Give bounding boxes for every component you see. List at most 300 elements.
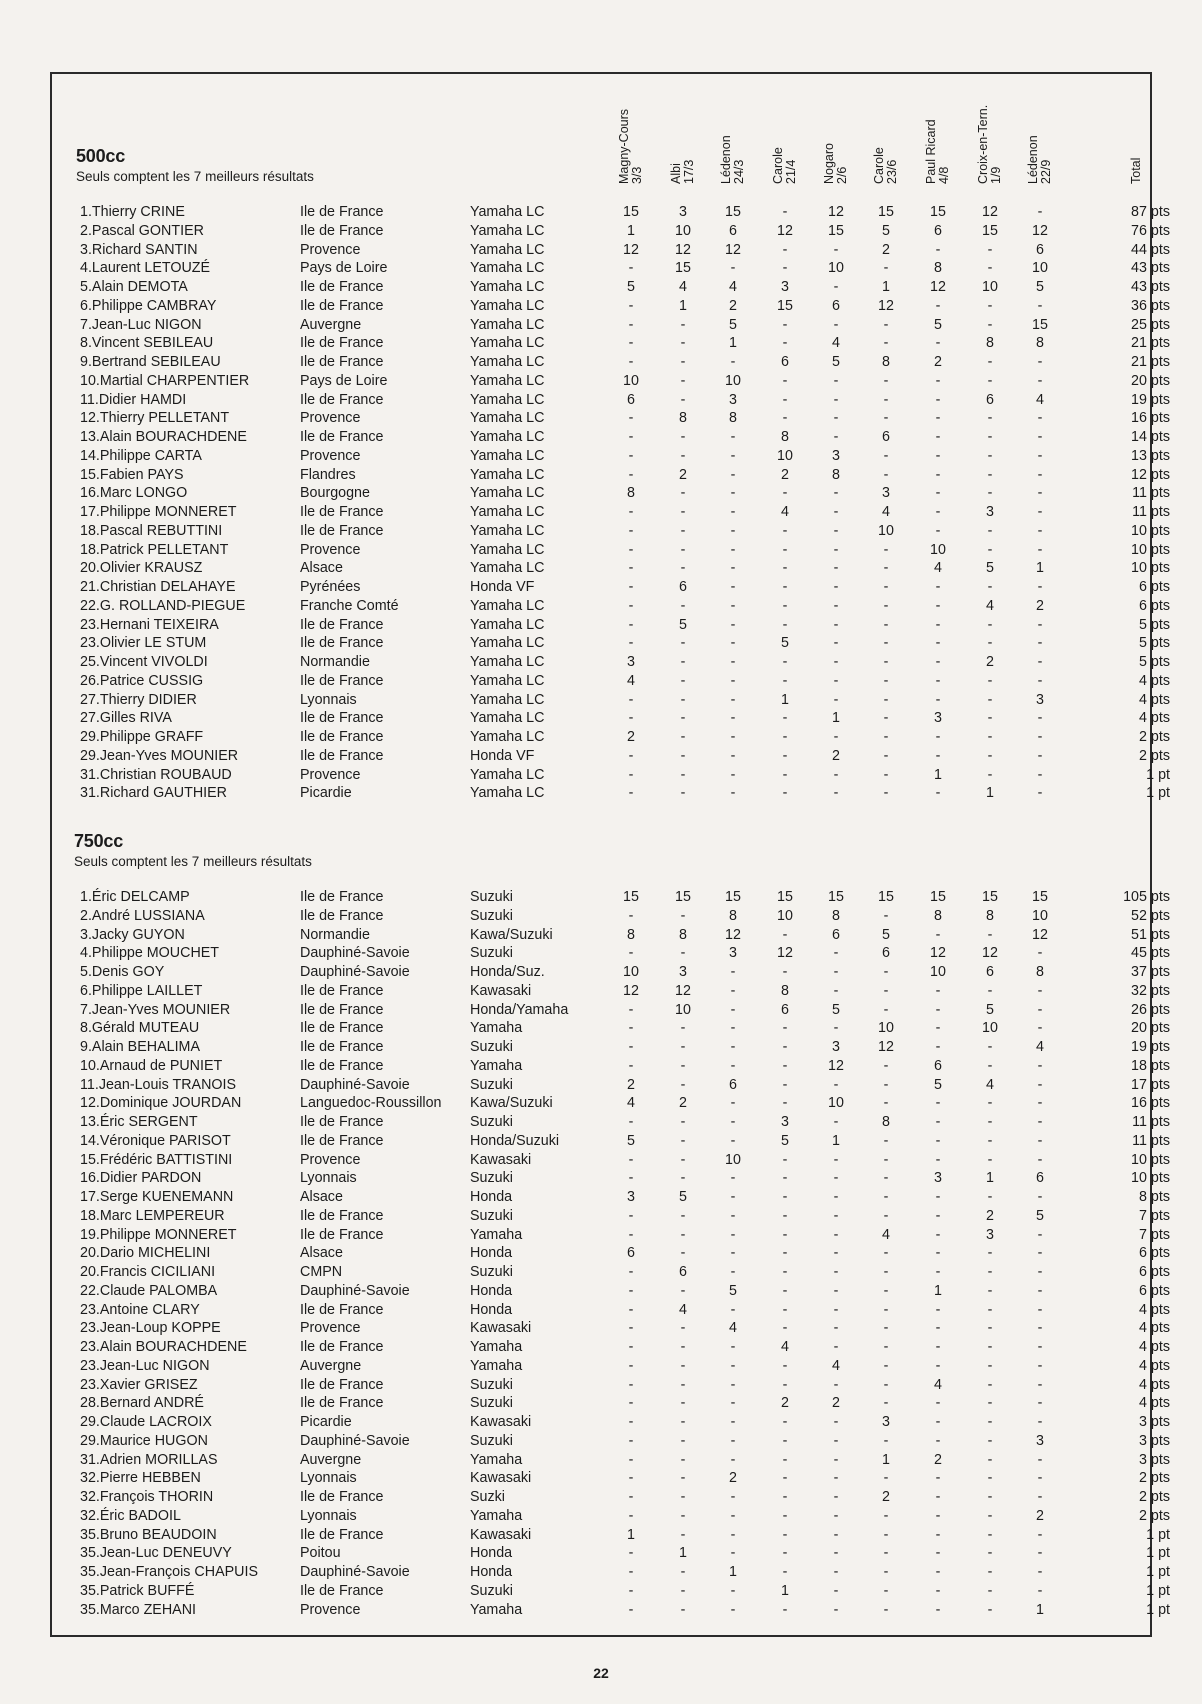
table-row — [0, 1264, 1202, 1282]
race-points: 5 — [679, 616, 687, 633]
race-points: - — [680, 1582, 686, 1599]
race-points: - — [1037, 1020, 1043, 1037]
race-points: - — [833, 279, 839, 295]
race-points: - — [987, 1264, 993, 1280]
race-points: - — [680, 1320, 686, 1337]
race-points: 8 — [832, 466, 840, 483]
race-points: - — [628, 945, 634, 962]
race-points: 8 — [986, 335, 994, 352]
rider-name: 17.Serge KUENEMANN — [80, 1189, 234, 1205]
race-points: 2 — [781, 1395, 789, 1412]
table-row — [0, 523, 1202, 541]
race-points: - — [680, 710, 686, 727]
race-points: 6 — [832, 926, 840, 943]
race-points: - — [628, 766, 634, 783]
rider-name: 11.Jean-Louis TRANOIS — [80, 1076, 237, 1093]
table-row — [0, 1527, 1202, 1545]
race-points: - — [680, 522, 686, 539]
motorcycle: Kawa/Suzuki — [470, 926, 553, 943]
race-points: 2 — [986, 654, 994, 670]
race-points: - — [1037, 1470, 1043, 1487]
table-row — [0, 1377, 1202, 1395]
race-points: - — [628, 1020, 634, 1037]
race-points: - — [935, 1564, 941, 1580]
race-points: - — [730, 616, 736, 633]
rider-name: 7.Jean-Luc NIGON — [80, 316, 202, 333]
race-points: 4 — [882, 1226, 890, 1243]
race-points: - — [1037, 1376, 1043, 1393]
race-points: - — [782, 1207, 788, 1224]
race-points: - — [987, 429, 993, 445]
race-points: - — [833, 1151, 839, 1168]
rider-region: Ile de France — [300, 672, 384, 689]
race-points: 12 — [878, 1039, 894, 1055]
total-points: 21 pts — [1131, 354, 1170, 370]
race-points: - — [782, 541, 788, 558]
rider-region: Ile de France — [300, 1395, 384, 1412]
race-points: - — [883, 541, 889, 558]
total-points: 13 pts — [1131, 447, 1170, 464]
race-points: - — [730, 691, 736, 708]
race-points: - — [833, 316, 839, 333]
table-row — [0, 467, 1202, 485]
race-points: - — [782, 241, 788, 258]
race-name: Paul Ricard — [924, 119, 938, 184]
total-points: 4 pts — [1139, 1301, 1170, 1318]
table-row — [0, 1189, 1202, 1207]
total-points: 45 pts — [1131, 945, 1170, 962]
table-row — [0, 373, 1202, 391]
race-points: - — [782, 204, 788, 220]
race-points: - — [833, 945, 839, 962]
race-points: 15 — [930, 889, 946, 905]
race-points: - — [680, 635, 686, 652]
race-points: - — [987, 1301, 993, 1318]
race-points: - — [1037, 1057, 1043, 1074]
rider-region: Ile de France — [300, 354, 384, 370]
race-points: - — [782, 1264, 788, 1280]
race-points: 4 — [729, 1320, 737, 1337]
race-points: - — [935, 1226, 941, 1243]
rider-name: 22.Claude PALOMBA — [80, 1282, 218, 1299]
race-points: - — [782, 1320, 788, 1337]
motorcycle: Yamaha LC — [470, 560, 545, 577]
race-points: - — [987, 297, 993, 314]
race-points: - — [782, 672, 788, 689]
race-points: - — [883, 1207, 889, 1224]
rider-name: 29.Claude LACROIX — [80, 1414, 212, 1430]
table-row — [0, 504, 1202, 522]
motorcycle: Yamaha — [470, 1357, 523, 1374]
race-points: - — [833, 785, 839, 802]
total-points: 6 pts — [1139, 1245, 1170, 1262]
race-points: - — [833, 579, 839, 595]
rider-region: Ile de France — [300, 297, 384, 314]
race-points: 4 — [679, 279, 687, 295]
race-points: 1 — [882, 1451, 890, 1468]
rider-region: Poitou — [300, 1545, 341, 1562]
table-row — [0, 279, 1202, 297]
race-points: - — [730, 1001, 736, 1018]
race-points: - — [730, 1395, 736, 1412]
race-date: 21/4 — [784, 159, 798, 184]
race-points: 2 — [1036, 1507, 1044, 1524]
race-points: - — [680, 1207, 686, 1224]
race-points: 2 — [882, 241, 890, 258]
race-points: - — [680, 391, 686, 408]
race-points: 15 — [623, 889, 639, 905]
rider-name: 2.Pascal GONTIER — [80, 222, 204, 239]
rider-region: Ile de France — [300, 522, 384, 539]
motorcycle: Yamaha LC — [470, 279, 545, 295]
race-points: 5 — [832, 1001, 840, 1018]
motorcycle: Honda — [470, 1564, 513, 1580]
race-points: 3 — [832, 447, 840, 464]
race-points: 15 — [777, 889, 793, 905]
race-points: 15 — [623, 204, 639, 220]
race-points: - — [730, 1226, 736, 1243]
race-points: - — [883, 964, 889, 980]
race-points: - — [1037, 1395, 1043, 1412]
race-points: - — [782, 964, 788, 980]
rider-region: Provence — [300, 1320, 361, 1337]
race-points: - — [782, 1226, 788, 1243]
race-points: - — [628, 1451, 634, 1468]
total-points: 52 pts — [1131, 907, 1170, 924]
race-points: 12 — [725, 926, 741, 943]
race-points: - — [730, 785, 736, 802]
rider-region: Lyonnais — [300, 1470, 357, 1487]
total-points: 8 pts — [1139, 1189, 1170, 1205]
total-points: 6 pts — [1139, 1282, 1170, 1299]
motorcycle: Suzuki — [470, 1432, 513, 1449]
rider-name: 9.Alain BEHALIMA — [80, 1039, 200, 1055]
rider-region: Ile de France — [300, 1057, 384, 1074]
total-points: 37 pts — [1131, 964, 1170, 980]
race-column-header — [823, 143, 849, 184]
total-column-header: Total — [1129, 157, 1143, 184]
race-points: - — [628, 1564, 634, 1580]
race-points: 12 — [828, 204, 844, 220]
table-row — [0, 1452, 1202, 1470]
race-points: 3 — [986, 1226, 994, 1243]
race-points: - — [680, 1357, 686, 1374]
table-row — [0, 1339, 1202, 1357]
rider-region: Dauphiné-Savoie — [300, 964, 410, 980]
race-points: - — [935, 485, 941, 502]
race-points: - — [987, 579, 993, 595]
race-points: - — [1037, 1582, 1043, 1599]
rider-name: 35.Patrick BUFFÉ — [80, 1582, 195, 1599]
race-points: 2 — [729, 1470, 737, 1487]
race-points: 3 — [781, 279, 789, 295]
rider-region: Ile de France — [300, 1001, 384, 1018]
race-points: - — [680, 429, 686, 445]
race-points: 12 — [930, 945, 946, 962]
rider-name: 23.Olivier LE STUM — [80, 635, 207, 652]
race-points: - — [730, 1489, 736, 1505]
race-points: - — [935, 597, 941, 614]
motorcycle: Kawasaki — [470, 1414, 532, 1430]
table-row — [0, 1358, 1202, 1376]
race-points: 15 — [725, 204, 741, 220]
motorcycle: Suzuki — [470, 1395, 513, 1412]
race-column-header — [1027, 135, 1053, 184]
race-points: - — [935, 1114, 941, 1130]
race-points: - — [628, 1601, 634, 1618]
race-points: - — [833, 1320, 839, 1337]
race-points: - — [935, 1489, 941, 1505]
race-points: - — [935, 1582, 941, 1599]
rider-region: Provence — [300, 1601, 361, 1618]
race-points: - — [782, 747, 788, 764]
table-row — [0, 748, 1202, 766]
rider-region: Picardie — [300, 785, 352, 802]
total-points: 20 pts — [1131, 372, 1170, 389]
rider-name: 13.Éric SERGENT — [80, 1114, 198, 1130]
total-points: 4 pts — [1139, 672, 1170, 689]
race-points: - — [883, 654, 889, 670]
race-points: - — [1037, 354, 1043, 370]
table-row — [0, 392, 1202, 410]
race-points: 6 — [832, 297, 840, 314]
race-points: - — [883, 1339, 889, 1355]
rider-name: 25.Vincent VIVOLDI — [80, 654, 208, 670]
race-points: 8 — [679, 926, 687, 943]
race-points: - — [883, 729, 889, 745]
race-points: - — [935, 1526, 941, 1543]
table-row — [0, 448, 1202, 466]
total-points: 17 pts — [1131, 1076, 1170, 1093]
race-points: - — [680, 1132, 686, 1149]
motorcycle: Suzuki — [470, 1207, 513, 1224]
race-points: - — [883, 335, 889, 352]
motorcycle: Kawa/Suzuki — [470, 1095, 553, 1112]
rider-region: Pays de Loire — [300, 372, 388, 389]
race-points: 5 — [882, 222, 890, 239]
race-points: - — [782, 616, 788, 633]
race-points: 8 — [781, 982, 789, 999]
race-points: 1 — [729, 335, 737, 352]
race-date: 1/9 — [989, 166, 1003, 184]
race-points: - — [730, 1170, 736, 1187]
table-row — [0, 298, 1202, 316]
race-points: - — [987, 410, 993, 427]
race-points: - — [833, 1432, 839, 1449]
motorcycle: Honda — [470, 1189, 513, 1205]
race-points: - — [1037, 485, 1043, 502]
race-points: - — [628, 907, 634, 924]
race-points: - — [833, 1189, 839, 1205]
race-points: 6 — [729, 222, 737, 239]
race-points: - — [833, 616, 839, 633]
race-points: - — [935, 372, 941, 389]
table-row — [0, 673, 1202, 691]
race-points: 5 — [729, 316, 737, 333]
race-points: 4 — [1036, 391, 1044, 408]
race-points: 10 — [777, 447, 793, 464]
race-points: - — [883, 1132, 889, 1149]
race-points: - — [782, 1545, 788, 1562]
motorcycle: Suzuki — [470, 889, 513, 905]
table-row — [0, 964, 1202, 982]
race-points: - — [782, 1189, 788, 1205]
race-date: 22/9 — [1039, 159, 1053, 184]
table-row — [0, 710, 1202, 728]
total-points: 32 pts — [1131, 982, 1170, 999]
race-points: - — [730, 354, 736, 370]
race-points: - — [935, 654, 941, 670]
race-points: - — [782, 372, 788, 389]
rider-region: Pyrénées — [300, 579, 361, 595]
total-points: 12 pts — [1131, 466, 1170, 483]
race-points: - — [680, 1432, 686, 1449]
race-points: - — [628, 1151, 634, 1168]
race-points: - — [833, 691, 839, 708]
race-points: 3 — [627, 654, 635, 670]
race-points: - — [935, 1132, 941, 1149]
race-points: - — [987, 1414, 993, 1430]
race-points: 5 — [832, 354, 840, 370]
race-column-header — [670, 160, 696, 184]
motorcycle: Yamaha — [470, 1451, 523, 1468]
motorcycle: Yamaha LC — [470, 204, 545, 220]
race-points: 4 — [882, 504, 890, 520]
race-points: 12 — [982, 945, 998, 962]
race-name: Nogaro — [822, 143, 836, 184]
race-points: - — [680, 316, 686, 333]
rider-region: Auvergne — [300, 1357, 362, 1374]
rider-region: Ile de France — [300, 1207, 384, 1224]
race-points: 3 — [934, 710, 942, 727]
race-points: - — [833, 597, 839, 614]
race-points: - — [628, 466, 634, 483]
race-points: - — [782, 485, 788, 502]
race-points: 8 — [934, 260, 942, 277]
race-points: 5 — [781, 1132, 789, 1149]
race-column-header — [873, 147, 899, 184]
race-points: - — [883, 1470, 889, 1487]
race-points: - — [1037, 616, 1043, 633]
race-points: - — [1037, 672, 1043, 689]
race-points: 5 — [1036, 279, 1044, 295]
race-points: 4 — [934, 560, 942, 577]
race-points: 10 — [623, 964, 639, 980]
motorcycle: Honda/Suzuki — [470, 1132, 560, 1149]
race-points: - — [730, 1432, 736, 1449]
total-points: 5 pts — [1139, 616, 1170, 633]
race-points: - — [680, 907, 686, 924]
race-points: - — [833, 1376, 839, 1393]
total-points: 16 pts — [1131, 410, 1170, 427]
total-points: 2 pts — [1139, 1489, 1170, 1505]
table-row — [0, 1077, 1202, 1095]
race-points: - — [730, 1545, 736, 1562]
race-points: - — [883, 1432, 889, 1449]
race-points: - — [1037, 1132, 1043, 1149]
race-points: - — [935, 1189, 941, 1205]
race-points: 10 — [982, 1020, 998, 1037]
race-points: - — [680, 1245, 686, 1262]
race-points: 10 — [828, 1095, 844, 1112]
race-points: 2 — [934, 354, 942, 370]
total-points: 26 pts — [1131, 1001, 1170, 1018]
total-points: 20 pts — [1131, 1020, 1170, 1037]
race-points: - — [1037, 1414, 1043, 1430]
race-name: Carole — [872, 147, 886, 184]
race-points: - — [1037, 410, 1043, 427]
rider-name: 35.Marco ZEHANI — [80, 1601, 196, 1618]
motorcycle: Yamaha — [470, 1507, 523, 1524]
race-points: - — [730, 1376, 736, 1393]
race-points: - — [883, 1545, 889, 1562]
motorcycle: Honda — [470, 1301, 513, 1318]
race-points: - — [883, 597, 889, 614]
rider-name: 35.Bruno BEAUDOIN — [80, 1526, 217, 1543]
race-points: - — [833, 241, 839, 258]
rider-region: Ile de France — [300, 1526, 384, 1543]
race-points: - — [883, 579, 889, 595]
race-points: 10 — [725, 372, 741, 389]
motorcycle: Yamaha LC — [470, 466, 545, 483]
race-points: - — [987, 1357, 993, 1374]
race-points: - — [1037, 541, 1043, 558]
race-points: 8 — [1036, 335, 1044, 352]
race-points: 15 — [1032, 889, 1048, 905]
race-points: 12 — [675, 982, 691, 999]
race-points: - — [883, 1189, 889, 1205]
race-points: - — [833, 1339, 839, 1355]
race-points: - — [680, 1076, 686, 1093]
race-points: - — [628, 1226, 634, 1243]
race-points: 3 — [882, 1414, 890, 1430]
race-points: - — [628, 541, 634, 558]
rider-region: Auvergne — [300, 1451, 362, 1468]
total-points: 4 pts — [1139, 1339, 1170, 1355]
race-points: - — [680, 766, 686, 783]
race-points: - — [833, 372, 839, 389]
race-points: 4 — [986, 597, 994, 614]
rider-name: 20.Francis CICILIANI — [80, 1264, 216, 1280]
race-points: 2 — [627, 1076, 635, 1093]
race-points: - — [935, 1601, 941, 1618]
rider-region: Ile de France — [300, 222, 384, 239]
total-points: 3 pts — [1139, 1451, 1170, 1468]
rider-region: Ile de France — [300, 1132, 384, 1149]
race-points: - — [1037, 1151, 1043, 1168]
race-points: - — [833, 635, 839, 652]
motorcycle: Suzuki — [470, 1376, 513, 1393]
race-points: 10 — [878, 1020, 894, 1037]
rider-name: 28.Bernard ANDRÉ — [80, 1395, 204, 1412]
race-points: 4 — [934, 1376, 942, 1393]
race-points: - — [730, 635, 736, 652]
race-points: 8 — [627, 926, 635, 943]
race-column-header — [720, 135, 746, 184]
race-points: - — [987, 1526, 993, 1543]
race-column-header — [618, 109, 644, 184]
rider-name: 32.Pierre HEBBEN — [80, 1470, 201, 1487]
motorcycle: Yamaha LC — [470, 410, 545, 427]
race-points: - — [730, 485, 736, 502]
total-points: 87 pts — [1131, 204, 1170, 220]
table-row — [0, 1395, 1202, 1413]
race-points: - — [833, 1414, 839, 1430]
rider-region: Ile de France — [300, 889, 384, 905]
race-points: - — [935, 504, 941, 520]
race-points: - — [883, 1001, 889, 1018]
rider-name: 1.Thierry CRINE — [80, 204, 185, 220]
